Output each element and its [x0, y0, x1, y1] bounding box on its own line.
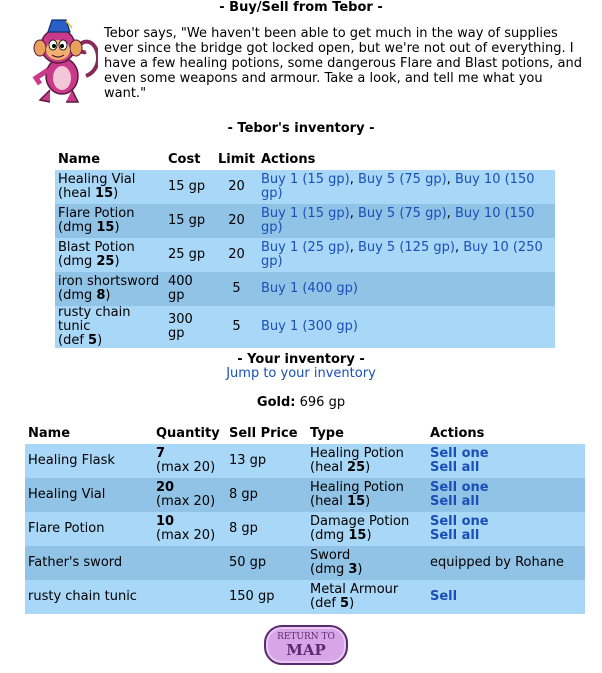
- item-type-cell: [307, 478, 427, 512]
- item-quantity-cell: [153, 580, 226, 614]
- item-stat-suffix: ): [365, 494, 371, 509]
- jump-to-inventory-link[interactable]: Jump to your inventory: [226, 366, 376, 381]
- item-stat-suffix: ): [349, 596, 355, 611]
- buy-link[interactable]: Buy 10 (150 gp): [260, 172, 535, 201]
- item-stat-prefix: (heal: [58, 186, 96, 201]
- item-stat-suffix: ): [114, 254, 120, 269]
- item-stat-value: 15: [95, 186, 114, 201]
- item-type-cell: [307, 546, 427, 580]
- gold-value: 696 gp: [299, 395, 346, 410]
- item-sell-price: 8 gp: [229, 521, 258, 536]
- player-inventory-heading: - Your inventory -: [237, 352, 365, 367]
- item-limit: 5: [232, 281, 241, 296]
- shop-header-row: [55, 148, 555, 170]
- item-quantity-cell: [153, 546, 226, 580]
- buy-link[interactable]: Buy 1 (400 gp): [260, 281, 358, 296]
- buy-link[interactable]: Buy 10 (150 gp): [260, 206, 535, 235]
- item-stat-prefix: (heal: [310, 494, 348, 509]
- item-cost: 25 gp: [168, 247, 206, 262]
- buy-link[interactable]: Buy 1 (25 gp): [260, 240, 350, 255]
- item-stat-value: 3: [348, 562, 358, 577]
- item-stat-prefix: (dmg: [58, 254, 97, 269]
- column-header-sell-price: Sell Price: [226, 422, 307, 444]
- column-header-quantity: Quantity: [153, 422, 226, 444]
- buy-link[interactable]: Buy 1 (300 gp): [260, 319, 358, 334]
- buy-link[interactable]: Buy 1 (15 gp): [260, 172, 350, 187]
- item-type-cell: [307, 444, 427, 478]
- sell-all-link[interactable]: Sell all: [430, 460, 480, 475]
- column-header-actions: Actions: [427, 422, 585, 444]
- item-sell-price: 8 gp: [229, 487, 258, 502]
- shop-row: [55, 272, 555, 306]
- item-name: Father's sword: [28, 555, 123, 570]
- buy-link[interactable]: Buy 1 (15 gp): [260, 206, 350, 221]
- item-stat-suffix: ): [105, 288, 111, 303]
- item-quantity-max: (max 20): [156, 494, 216, 509]
- item-quantity: 7: [156, 446, 166, 461]
- buy-link[interactable]: Buy 5 (75 gp): [357, 206, 447, 221]
- item-stat-value: 5: [340, 596, 350, 611]
- item-actions: [427, 512, 585, 546]
- shop-row: [55, 204, 555, 238]
- item-stat-suffix: ): [366, 528, 372, 543]
- gold-label: Gold:: [256, 395, 296, 410]
- item-name-cell: [55, 204, 165, 238]
- equipped-note: equipped by Rohane: [430, 555, 564, 570]
- item-stat-prefix: (dmg: [310, 562, 349, 577]
- item-stat-suffix: ): [97, 333, 103, 348]
- item-limit: 20: [228, 213, 245, 228]
- item-quantity-cell: [153, 512, 226, 546]
- item-quantity-max: (max 20): [156, 528, 216, 543]
- player-header-row: [25, 422, 585, 444]
- item-type-cell: [307, 580, 427, 614]
- item-name: iron shortsword: [58, 274, 160, 289]
- buy-link[interactable]: Buy 10 (250 gp): [260, 240, 543, 269]
- item-name-cell: [55, 306, 165, 348]
- item-type: Sword: [310, 548, 351, 563]
- item-quantity-cell: [153, 478, 226, 512]
- return-button-line2: MAP: [286, 641, 326, 659]
- item-quantity-max: (max 20): [156, 460, 216, 475]
- item-name: Flare Potion: [28, 521, 105, 536]
- item-name-cell: [55, 238, 165, 272]
- item-name: Blast Potion: [58, 240, 135, 255]
- item-name: Healing Vial: [28, 487, 106, 502]
- column-header-type: Type: [307, 422, 427, 444]
- item-stat-prefix: (dmg: [58, 220, 97, 235]
- item-quantity: 20: [156, 480, 175, 495]
- item-stat-value: 25: [347, 460, 366, 475]
- item-name: rusty chain tunic: [58, 305, 131, 334]
- item-stat-suffix: ): [365, 460, 371, 475]
- sell-all-link[interactable]: Sell all: [430, 494, 480, 509]
- monkey-merchant-icon: [26, 18, 98, 104]
- sell-all-link[interactable]: Sell all: [430, 528, 480, 543]
- item-type: Healing Potion: [310, 480, 404, 495]
- item-sell-price: 13 gp: [229, 453, 267, 468]
- item-stat-prefix: (dmg: [58, 288, 97, 303]
- item-stat-prefix: (dmg: [310, 528, 349, 543]
- item-actions: [427, 478, 585, 512]
- item-sell-price: 150 gp: [229, 589, 275, 604]
- item-actions: [427, 444, 585, 478]
- item-stat-value: 15: [347, 494, 366, 509]
- item-type: Healing Potion: [310, 446, 404, 461]
- item-name: Healing Vial: [58, 172, 136, 187]
- column-header-name: Name: [25, 422, 153, 444]
- sell-one-link[interactable]: Sell one: [430, 446, 489, 461]
- merchant-dialogue: Tebor says, "We haven't been able to get much in the way of supplies ever since the bridge got locked open, but we're not out of everything. I have a few healing potions, some dangerous Flare and Blast potions, and even some weapons and armour. Take a look, and tell me what you want.": [104, 26, 582, 101]
- player-row: [25, 580, 585, 614]
- player-row: [25, 546, 585, 580]
- item-stat-prefix: (def: [310, 596, 341, 611]
- return-to-map-button[interactable]: [264, 625, 348, 665]
- column-header-cost: Cost: [165, 148, 215, 170]
- item-actions: [258, 306, 555, 348]
- item-quantity: 10: [156, 514, 175, 529]
- column-header-actions: Actions: [258, 148, 555, 170]
- item-limit: 20: [228, 179, 245, 194]
- sell-one-link[interactable]: Sell one: [430, 480, 489, 495]
- buy-link[interactable]: Buy 5 (125 gp): [357, 240, 455, 255]
- item-actions: Buy 1 (15 gp), Buy 5 (75 gp), Buy 10 (150 gp): [260, 206, 535, 235]
- item-stat-suffix: ): [114, 220, 120, 235]
- item-actions: [258, 272, 555, 306]
- item-actions: [427, 546, 585, 580]
- item-type: Metal Armour: [310, 582, 399, 597]
- item-stat-suffix: ): [113, 186, 119, 201]
- item-cost: 300 gp: [168, 312, 193, 341]
- return-button-line1: RETURN TO: [277, 632, 335, 642]
- player-row: [25, 478, 585, 512]
- item-type-cell: [307, 512, 427, 546]
- shop-row: [55, 170, 555, 204]
- item-name: rusty chain tunic: [28, 589, 137, 604]
- item-name: Healing Flask: [28, 453, 115, 468]
- column-header-name: Name: [55, 148, 165, 170]
- item-type: Damage Potion: [310, 514, 410, 529]
- item-stat-suffix: ): [357, 562, 363, 577]
- buy-link[interactable]: Buy 5 (75 gp): [357, 172, 447, 187]
- item-name-cell: [55, 170, 165, 204]
- shop-inventory-heading: - Tebor's inventory -: [227, 121, 375, 136]
- item-sell-price: 50 gp: [229, 555, 267, 570]
- item-stat-value: 25: [96, 254, 115, 269]
- column-header-limit: Limit: [215, 148, 258, 170]
- item-name-cell: [55, 272, 165, 306]
- item-actions: Buy 1 (25 gp), Buy 5 (125 gp), Buy 10 (250 gp): [260, 240, 543, 269]
- item-stat-value: 8: [96, 288, 106, 303]
- item-stat-value: 5: [88, 333, 98, 348]
- item-limit: 5: [232, 319, 241, 334]
- gold-display: [0, 395, 602, 410]
- sell-one-link[interactable]: Sell one: [430, 514, 489, 529]
- item-cost: 15 gp: [168, 213, 206, 228]
- page-title: - Buy/Sell from Tebor -: [219, 0, 383, 15]
- item-limit: 20: [228, 247, 245, 262]
- sell-link[interactable]: Sell: [430, 589, 458, 604]
- shop-inventory-table: [55, 148, 555, 348]
- item-actions: Buy 1 (15 gp), Buy 5 (75 gp), Buy 10 (150 gp): [260, 172, 535, 201]
- item-quantity-cell: [153, 444, 226, 478]
- player-row: [25, 512, 585, 546]
- shop-row: [55, 238, 555, 272]
- shop-row: [55, 306, 555, 348]
- item-stat-prefix: (heal: [310, 460, 348, 475]
- item-stat-value: 15: [96, 220, 115, 235]
- player-inventory-table: [25, 422, 585, 614]
- player-row: [25, 444, 585, 478]
- item-stat-prefix: (def: [58, 333, 89, 348]
- item-actions: [427, 580, 585, 614]
- item-cost: 400 gp: [168, 274, 193, 303]
- item-cost: 15 gp: [168, 179, 206, 194]
- item-stat-value: 15: [348, 528, 367, 543]
- item-name: Flare Potion: [58, 206, 135, 221]
